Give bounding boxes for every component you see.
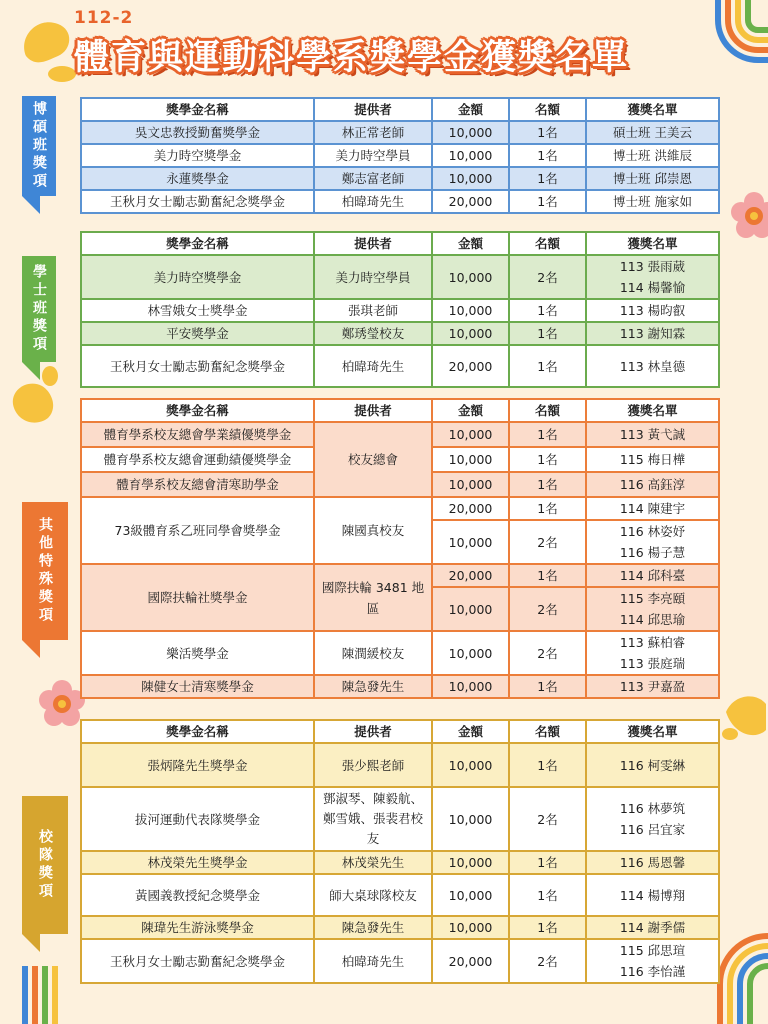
provider: 陳潤緩校友 (314, 631, 432, 675)
award-name: 國際扶輪社獎學金 (81, 564, 314, 631)
table-row (81, 144, 719, 167)
col-header-amount: 金額 (432, 232, 509, 255)
col-header-provider: 提供者 (314, 399, 432, 422)
quota: 2名 (509, 787, 586, 851)
col-header-quota: 名額 (509, 399, 586, 422)
amount: 20,000 (432, 564, 509, 587)
amount: 20,000 (432, 497, 509, 520)
winners (586, 255, 719, 299)
quota: 1名 (509, 121, 586, 144)
winner: 116 馬恩馨 (586, 851, 719, 874)
quota: 2名 (509, 939, 586, 983)
winner: 113 黃弋誠 (586, 422, 719, 447)
col-header-amount: 金額 (432, 399, 509, 422)
amount: 10,000 (432, 299, 509, 322)
winners (586, 587, 719, 631)
table-row (81, 787, 719, 851)
col-header-winners: 獲獎名單 (586, 720, 719, 743)
award-name: 平安獎學金 (81, 322, 314, 345)
flower-icon-right (724, 186, 768, 246)
table-row (81, 631, 719, 675)
award-name: 美力時空獎學金 (81, 255, 314, 299)
winner: 博士班 洪維辰 (586, 144, 719, 167)
provider: 柏暐琦先生 (314, 190, 432, 213)
award-name: 王秋月女士勵志勤奮紀念獎學金 (81, 345, 314, 387)
amount: 10,000 (432, 422, 509, 447)
award-name: 王秋月女士勵志勤奮紀念獎學金 (81, 190, 314, 213)
quota: 1名 (509, 167, 586, 190)
quota: 1名 (509, 322, 586, 345)
winner: 116 林姿妤 (619, 524, 686, 539)
table-row (81, 299, 719, 322)
winner: 114 楊博翔 (586, 874, 719, 916)
winner: 博士班 邱崇恩 (586, 167, 719, 190)
table-row (81, 345, 719, 387)
col-header-quota: 名額 (509, 720, 586, 743)
winner: 114 邱思瑜 (619, 612, 686, 627)
award-name: 體育學系校友總會清寒助學金 (81, 472, 314, 497)
amount: 10,000 (432, 675, 509, 698)
table-row (81, 874, 719, 916)
col-header-quota: 名額 (509, 98, 586, 121)
section-tag-team: 校隊獎項 (22, 796, 68, 934)
amount: 10,000 (432, 587, 509, 631)
provider: 鄭志富老師 (314, 167, 432, 190)
quota: 1名 (509, 874, 586, 916)
amount: 10,000 (432, 631, 509, 675)
table-row (81, 190, 719, 213)
provider: 國際扶輪 3481 地區 (314, 564, 432, 631)
provider: 美力時空學員 (314, 144, 432, 167)
award-name: 王秋月女士勵志勤奮紀念獎學金 (81, 939, 314, 983)
team-award-table (80, 719, 718, 984)
amount: 10,000 (432, 322, 509, 345)
table-header-row (81, 98, 719, 121)
winner: 114 謝季儒 (586, 916, 719, 939)
provider: 陳國真校友 (314, 497, 432, 564)
winner: 116 林夢筑 (619, 801, 686, 816)
amount: 10,000 (432, 851, 509, 874)
award-name: 陳瑋先生游泳獎學金 (81, 916, 314, 939)
winner: 113 楊昀叡 (586, 299, 719, 322)
col-header-winners: 獲獎名單 (586, 399, 719, 422)
winner: 116 呂宜家 (619, 822, 686, 837)
undergraduate-award-table (80, 231, 718, 388)
rainbow-arc-bottom-right (716, 932, 768, 1024)
amount: 10,000 (432, 255, 509, 299)
amount: 10,000 (432, 447, 509, 472)
table-row (81, 422, 719, 447)
quota: 1名 (509, 675, 586, 698)
winner: 113 蘇柏睿 (619, 635, 686, 650)
quota: 1名 (509, 472, 586, 497)
winner: 114 陳建宇 (586, 497, 719, 520)
table-row (81, 743, 719, 787)
table-row (81, 675, 719, 698)
amount: 10,000 (432, 121, 509, 144)
quota: 1名 (509, 743, 586, 787)
special-award-table (80, 398, 718, 699)
provider: 林茂榮先生 (314, 851, 432, 874)
winner: 115 梅日樺 (586, 447, 719, 472)
provider: 柏暐琦先生 (314, 939, 432, 983)
col-header-provider: 提供者 (314, 720, 432, 743)
quota: 2名 (509, 631, 586, 675)
quota: 1名 (509, 345, 586, 387)
winner: 116 高鈺淳 (586, 472, 719, 497)
quota: 2名 (509, 255, 586, 299)
quota: 2名 (509, 587, 586, 631)
award-name: 73級體育系乙班同學會獎學金 (81, 497, 314, 564)
award-name: 樂活獎學金 (81, 631, 314, 675)
quota: 1名 (509, 299, 586, 322)
provider: 林正常老師 (314, 121, 432, 144)
col-header-name: 獎學金名稱 (81, 232, 314, 255)
winner: 116 柯雯綝 (586, 743, 719, 787)
col-header-name: 獎學金名稱 (81, 720, 314, 743)
provider: 美力時空學員 (314, 255, 432, 299)
col-header-provider: 提供者 (314, 98, 432, 121)
winner: 113 林皇德 (586, 345, 719, 387)
section-tag-undergraduate: 學士班獎項 (22, 256, 56, 362)
winner: 114 邱科臺 (586, 564, 719, 587)
table-row (81, 851, 719, 874)
winners (586, 520, 719, 564)
page-title: 體育與運動科學系獎學金獲獎名單 (74, 38, 630, 78)
col-header-name: 獎學金名稱 (81, 98, 314, 121)
award-name: 拔河運動代表隊獎學金 (81, 787, 314, 851)
table-row (81, 167, 719, 190)
quota: 1名 (509, 422, 586, 447)
provider: 陳急發先生 (314, 916, 432, 939)
winners (586, 787, 719, 851)
graduate-award-table (80, 97, 718, 214)
col-header-provider: 提供者 (314, 232, 432, 255)
col-header-amount: 金額 (432, 720, 509, 743)
amount: 10,000 (432, 520, 509, 564)
amount: 20,000 (432, 190, 509, 213)
amount: 10,000 (432, 916, 509, 939)
provider: 鄭琇瑩校友 (314, 322, 432, 345)
table-row (81, 916, 719, 939)
award-name: 林雪娥女士獎學金 (81, 299, 314, 322)
award-name: 體育學系校友總會運動績優獎學金 (81, 447, 314, 472)
section-tag-graduate: 博碩班獎項 (22, 96, 56, 196)
col-header-winners: 獲獎名單 (586, 98, 719, 121)
amount: 10,000 (432, 787, 509, 851)
winner: 114 楊馨愉 (619, 280, 686, 295)
provider: 張少熙老師 (314, 743, 432, 787)
provider: 陳急發先生 (314, 675, 432, 698)
quota: 1名 (509, 190, 586, 213)
col-header-quota: 名額 (509, 232, 586, 255)
winners (586, 631, 719, 675)
provider: 柏暐琦先生 (314, 345, 432, 387)
winner: 113 尹嘉盈 (586, 675, 719, 698)
quota: 2名 (509, 520, 586, 564)
winner: 113 張雨葳 (619, 259, 686, 274)
table-header-row (81, 720, 719, 743)
rainbow-arc-top-right (708, 0, 768, 70)
award-name: 林茂榮先生獎學金 (81, 851, 314, 874)
col-header-winners: 獲獎名單 (586, 232, 719, 255)
award-name: 黃國義教授紀念獎學金 (81, 874, 314, 916)
winner: 115 李亮頤 (619, 591, 686, 606)
provider: 鄧淑琴、陳毅航、鄭雪娥、張裴君校友 (314, 787, 432, 851)
winners (586, 939, 719, 983)
award-name: 體育學系校友總會學業績優獎學金 (81, 422, 314, 447)
table-header-row (81, 399, 719, 422)
section-tag-special: 其他特殊獎項 (22, 502, 68, 640)
amount: 10,000 (432, 743, 509, 787)
winner: 113 謝知霖 (586, 322, 719, 345)
provider: 校友總會 (314, 422, 432, 497)
provider: 張琪老師 (314, 299, 432, 322)
provider: 師大桌球隊校友 (314, 874, 432, 916)
leaf-decoration-top-left (18, 16, 78, 86)
quota: 1名 (509, 144, 586, 167)
table-row (81, 121, 719, 144)
quota: 1名 (509, 916, 586, 939)
winner: 115 邱思瑄 (619, 943, 686, 958)
table-row (81, 497, 719, 520)
amount: 10,000 (432, 167, 509, 190)
award-name: 美力時空獎學金 (81, 144, 314, 167)
quota: 1名 (509, 564, 586, 587)
award-name: 張炳隆先生獎學金 (81, 743, 314, 787)
table-row (81, 939, 719, 983)
amount: 20,000 (432, 939, 509, 983)
quota: 1名 (509, 497, 586, 520)
quota: 1名 (509, 447, 586, 472)
col-header-name: 獎學金名稱 (81, 399, 314, 422)
table-row (81, 255, 719, 299)
table-row (81, 564, 719, 587)
winner: 碩士班 王美云 (586, 121, 719, 144)
amount: 20,000 (432, 345, 509, 387)
award-name: 吳文忠教授勤奮獎學金 (81, 121, 314, 144)
winner: 116 楊子慧 (619, 545, 686, 560)
winner: 116 李怡謹 (619, 964, 686, 979)
table-row (81, 322, 719, 345)
amount: 10,000 (432, 472, 509, 497)
award-name: 永蓮獎學金 (81, 167, 314, 190)
winner: 博士班 施家如 (586, 190, 719, 213)
leaf-decoration-right (716, 684, 768, 744)
semester-code: 112-2 (74, 8, 134, 28)
amount: 10,000 (432, 144, 509, 167)
award-name: 陳健女士清寒獎學金 (81, 675, 314, 698)
table-header-row (81, 232, 719, 255)
col-header-amount: 金額 (432, 98, 509, 121)
winner: 113 張庭瑞 (619, 656, 686, 671)
amount: 10,000 (432, 874, 509, 916)
rainbow-stripes-bottom-left (22, 966, 62, 1024)
quota: 1名 (509, 851, 586, 874)
